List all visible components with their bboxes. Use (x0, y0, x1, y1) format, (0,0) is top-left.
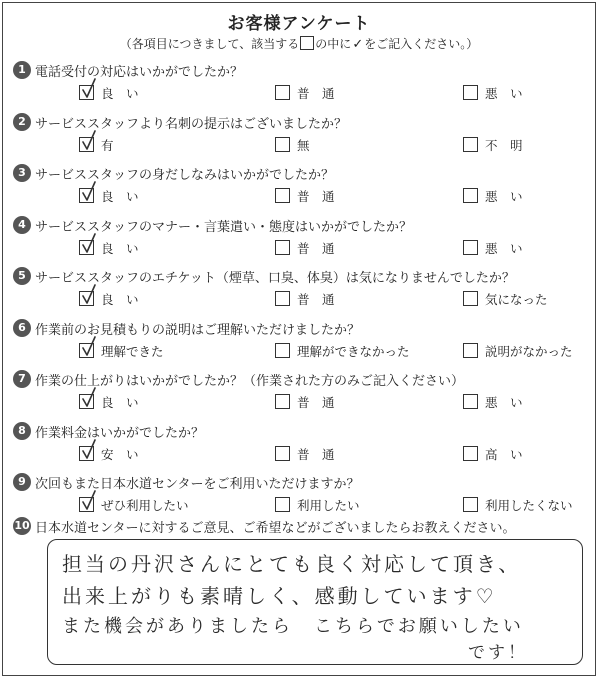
question-text: サービススタッフの身だしなみはいかがでしたか？ (35, 168, 335, 183)
question-text: サービススタッフのマナー・言葉遣い・態度はいかがでしたか？ (35, 219, 413, 235)
option-label: 普 通 (297, 292, 335, 307)
instruction-before: （各項目につきまして、該当する (119, 37, 300, 51)
question-8 (3, 422, 595, 474)
checkbox[interactable] (275, 85, 290, 100)
question-text: 作業前のお見積もりの説明はご理解いただけましたか？ (35, 322, 361, 338)
option-row (3, 238, 595, 260)
option-label: 良 い (101, 395, 139, 410)
question-number: 3 (13, 164, 31, 182)
instruction-line (3, 35, 595, 52)
question-number: 8 (13, 422, 31, 440)
checkbox[interactable] (79, 188, 94, 203)
question-text: 次回もまた日本水道センターをご利用いただけますか？ (35, 477, 360, 492)
option-label: 利用したくない (485, 498, 573, 513)
check-tick-icon (81, 490, 97, 512)
checkbox[interactable] (79, 291, 94, 306)
checkbox[interactable] (275, 188, 290, 203)
checkbox[interactable] (79, 137, 94, 152)
option-label: 普 通 (297, 86, 335, 101)
option-label: 悪 い (485, 86, 523, 101)
question-1 (3, 61, 595, 113)
option-row (3, 135, 595, 157)
instruction-middle: の中に (315, 37, 352, 51)
check-tick-icon (81, 387, 97, 409)
question-text: 日本水道センターに対するご意見、ご希望などがございましたらお教えください。 (35, 521, 516, 536)
option-label: 理解ができなかった (297, 343, 410, 359)
option-row (3, 341, 595, 363)
survey-title: お客様アンケート (227, 14, 371, 34)
checkbox[interactable] (275, 240, 290, 255)
question-7 (3, 370, 595, 422)
option-label: 高 い (485, 446, 523, 462)
checkbox[interactable] (463, 85, 478, 100)
comment-line-4: です！ (468, 643, 528, 663)
checkbox[interactable] (275, 137, 290, 152)
comment-box[interactable] (47, 539, 583, 665)
comment-line-3: また機会がありましたら こちらでお願いしたい (62, 616, 524, 637)
question-text: 作業の仕上がりはいかがでしたか？（作業された方のみご記入ください） (35, 374, 465, 389)
option-label: 普 通 (297, 240, 335, 256)
question-text: サービススタッフのエチケット（煙草、口臭、体臭）は気になりませんでしたか？ (35, 271, 515, 286)
checkbox[interactable] (79, 394, 94, 409)
option-row (3, 495, 595, 517)
option-label: 普 通 (297, 446, 335, 462)
option-label: 説明がなかった (485, 343, 573, 359)
option-label: 不 明 (485, 137, 523, 153)
instruction-after: をご記入ください。） (364, 37, 479, 51)
checkbox[interactable] (79, 343, 94, 358)
check-tick-icon (81, 78, 97, 100)
option-label: 理解できた (101, 343, 164, 359)
option-label: 普 通 (297, 189, 335, 204)
option-label: 良 い (101, 86, 139, 101)
question-number: 2 (13, 113, 31, 131)
check-tick-icon (81, 439, 97, 461)
option-label: 悪 い (485, 240, 523, 256)
question-number: 1 (13, 61, 31, 79)
checkbox[interactable] (79, 446, 94, 461)
comment-line-2: 出来上がりも素晴しく、感動しています♡ (62, 584, 497, 608)
checkbox[interactable] (463, 394, 478, 409)
question-number: 6 (13, 319, 31, 337)
question-text: サービススタッフより名刺の提示はございましたか？ (35, 116, 348, 132)
check-tick-icon (81, 284, 97, 306)
checkbox[interactable] (275, 394, 290, 409)
option-label: ぜひ利用したい (101, 498, 189, 513)
question-number: 9 (13, 473, 31, 491)
checkbox[interactable] (463, 137, 478, 152)
check-tick-icon (81, 233, 97, 255)
option-row (3, 289, 595, 311)
question-6 (3, 319, 595, 371)
option-row (3, 186, 595, 208)
survey-sheet (2, 2, 596, 676)
question-3 (3, 164, 595, 216)
option-label: 普 通 (297, 395, 335, 410)
option-row (3, 83, 595, 105)
checkmark-icon: ✓ (352, 37, 364, 52)
option-label: 良 い (101, 240, 139, 256)
option-label: 利用したい (297, 498, 360, 513)
comment-line-1: 担当の丹沢さんにとても良く対応して頂き、 (62, 552, 522, 576)
checkbox[interactable] (463, 240, 478, 255)
question-number: 4 (13, 216, 31, 234)
checkbox[interactable] (79, 497, 94, 512)
checkbox[interactable] (275, 291, 290, 306)
question-number: 7 (13, 370, 31, 388)
option-label: 有 (101, 137, 114, 153)
checkbox[interactable] (79, 240, 94, 255)
check-tick-icon (81, 336, 97, 358)
checkbox[interactable] (275, 446, 290, 461)
checkbox[interactable] (275, 497, 290, 512)
question-5 (3, 267, 595, 319)
option-label: 良 い (101, 189, 139, 204)
question-4 (3, 216, 595, 268)
question-text: 電話受付の対応はいかがでしたか？ (35, 65, 244, 80)
option-label: 悪 い (485, 189, 523, 204)
option-row (3, 392, 595, 414)
checkbox-sample-icon (300, 36, 314, 50)
option-label: 悪 い (485, 395, 523, 410)
check-tick-icon (81, 130, 97, 152)
option-label: 良 い (101, 292, 139, 307)
check-tick-icon (81, 181, 97, 203)
checkbox[interactable] (463, 497, 478, 512)
option-label: 気になった (485, 292, 548, 307)
checkbox[interactable] (275, 343, 290, 358)
question-number: 10 (13, 517, 31, 535)
question-2 (3, 113, 595, 165)
question-number: 5 (13, 267, 31, 285)
question-text: 作業料金はいかがでしたか？ (35, 425, 205, 441)
option-row (3, 444, 595, 466)
checkbox[interactable] (463, 446, 478, 461)
option-label: 無 (297, 137, 310, 153)
checkbox[interactable] (463, 291, 478, 306)
checkbox[interactable] (79, 85, 94, 100)
checkbox[interactable] (463, 188, 478, 203)
checkbox[interactable] (463, 343, 478, 358)
option-label: 安 い (101, 446, 139, 462)
